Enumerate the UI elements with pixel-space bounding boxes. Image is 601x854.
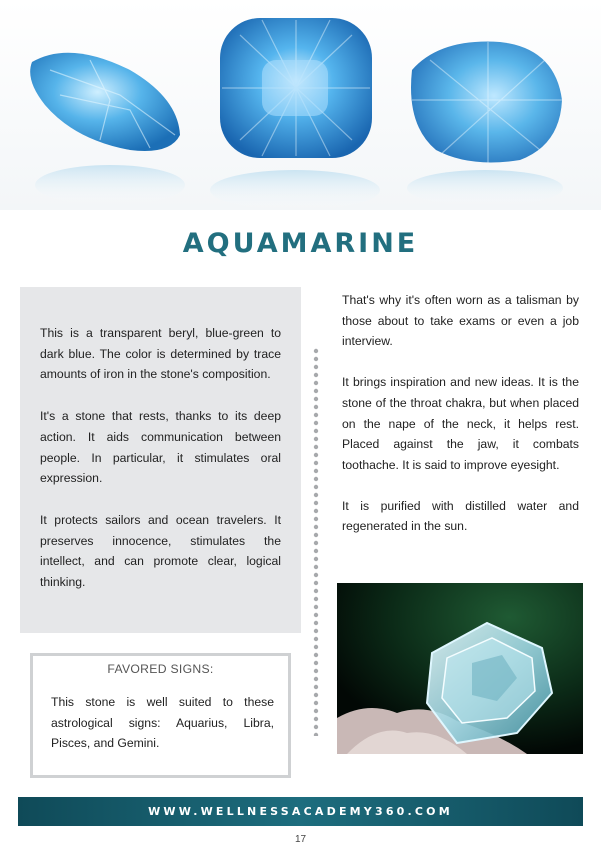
divider-dot bbox=[314, 613, 318, 617]
right-column bbox=[342, 290, 579, 557]
favored-signs-box bbox=[30, 653, 291, 778]
divider-dot bbox=[314, 629, 318, 633]
divider-dot bbox=[314, 437, 318, 441]
divider-dot bbox=[314, 661, 318, 665]
divider-dot bbox=[314, 381, 318, 385]
divider-dot bbox=[314, 621, 318, 625]
page-number: 17 bbox=[294, 834, 307, 845]
favored-signs-title: FAVORED SIGNS: bbox=[107, 662, 214, 676]
dotted-divider bbox=[313, 348, 319, 736]
description-paragraph: This is a transparent beryl, blue-green to dark blue. The color is determined by trace amounts of iron in the stone's composition. bbox=[40, 326, 281, 382]
divider-dot bbox=[314, 549, 318, 553]
crystal-photo bbox=[337, 583, 583, 754]
divider-dot bbox=[314, 653, 318, 657]
divider-dot bbox=[314, 597, 318, 601]
divider-dot bbox=[314, 405, 318, 409]
divider-dot bbox=[314, 701, 318, 705]
divider-dot bbox=[314, 669, 318, 673]
divider-dot bbox=[314, 581, 318, 585]
divider-dot bbox=[314, 421, 318, 425]
divider-dot bbox=[314, 453, 318, 457]
divider-dot bbox=[314, 373, 318, 377]
divider-dot bbox=[314, 525, 318, 529]
page-title: AQUAMARINE bbox=[182, 228, 419, 259]
divider-dot bbox=[314, 565, 318, 569]
divider-dot bbox=[314, 557, 318, 561]
divider-dot bbox=[314, 725, 318, 729]
divider-dot bbox=[314, 517, 318, 521]
divider-dot bbox=[314, 413, 318, 417]
divider-dot bbox=[314, 349, 318, 353]
divider-dot bbox=[314, 429, 318, 433]
divider-dot bbox=[314, 397, 318, 401]
right-paragraph: It brings inspiration and new ideas. It is the stone of the throat chakra, but when placed on the nape of the neck, it helps rest. Placed against the jaw, it combats toothache. It is said to improve eyesight. bbox=[342, 375, 579, 472]
divider-dot bbox=[314, 485, 318, 489]
footer-url: WWW.WELLNESSACADEMY360.COM bbox=[148, 805, 453, 818]
right-paragraph: That's why it's often worn as a talisman by those about to take exams or even a job interview. bbox=[342, 293, 579, 349]
divider-dot bbox=[314, 533, 318, 537]
divider-dot bbox=[314, 693, 318, 697]
divider-dot bbox=[314, 445, 318, 449]
divider-dot bbox=[314, 509, 318, 513]
divider-dot bbox=[314, 493, 318, 497]
divider-dot bbox=[314, 677, 318, 681]
divider-dot bbox=[314, 389, 318, 393]
divider-dot bbox=[314, 709, 318, 713]
divider-dot bbox=[314, 461, 318, 465]
divider-dot bbox=[314, 733, 318, 736]
divider-dot bbox=[314, 717, 318, 721]
divider-dot bbox=[314, 589, 318, 593]
divider-dot bbox=[314, 637, 318, 641]
divider-dot bbox=[314, 477, 318, 481]
footer-bar bbox=[18, 797, 583, 826]
divider-dot bbox=[314, 685, 318, 689]
right-paragraph: It is purified with distilled water and regenerated in the sun. bbox=[342, 498, 579, 534]
divider-dot bbox=[314, 469, 318, 473]
favored-signs-body: This stone is well suited to these astrological signs: Aquarius, Libra, Pisces, and Gemini. bbox=[51, 695, 274, 750]
divider-dot bbox=[314, 541, 318, 545]
description-paragraph: It's a stone that rests, thanks to its deep action. It aids communication between people. In particular, it stimulates oral expression. bbox=[40, 409, 281, 486]
divider-dot bbox=[314, 365, 318, 369]
divider-dot bbox=[314, 645, 318, 649]
divider-dot bbox=[314, 501, 318, 505]
divider-dot bbox=[314, 605, 318, 609]
divider-dot bbox=[314, 573, 318, 577]
hero-gems-image bbox=[0, 0, 601, 210]
description-paragraph: It protects sailors and ocean travelers. It preserves innocence, stimulates the intellect, and can promote clear, logical thinking. bbox=[40, 512, 281, 590]
divider-dot bbox=[314, 357, 318, 361]
description-box bbox=[20, 287, 301, 633]
